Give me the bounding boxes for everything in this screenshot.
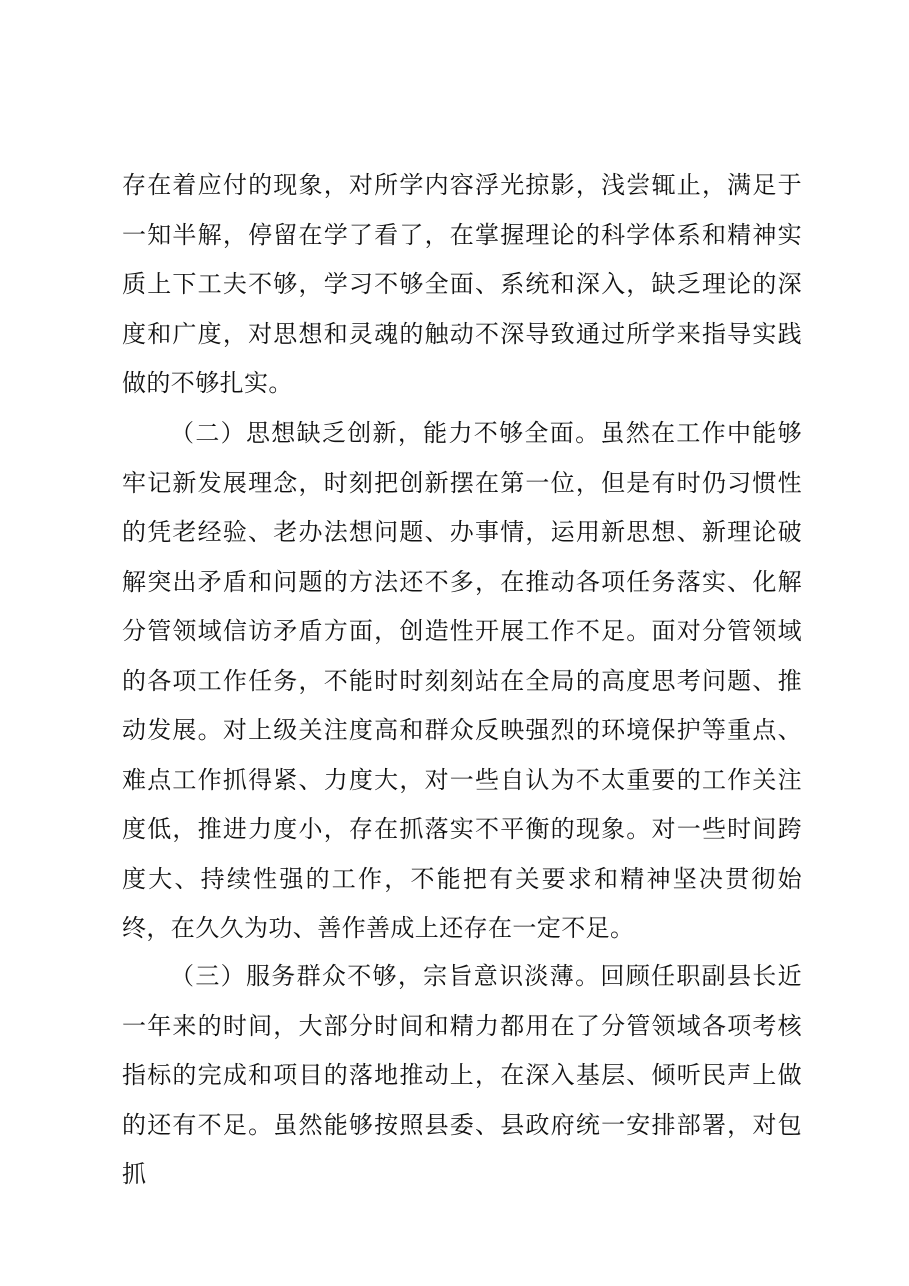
paragraph-section-three: （三）服务群众不够，宗旨意识淡薄。回顾任职副县长近一年来的时间，大部分时间和精力都用在了分管领域各项考核指标的完成和项目的落地推动上，在深入基层、倾听民声上做的还有不足。虽然能够按照县委、县政府统一安排部署，对包抓 bbox=[122, 962, 802, 1188]
paragraph-section-two: （二）思想缺乏创新，能力不够全面。虽然在工作中能够牢记新发展理念，时刻把创新摆在第一位，但是有时仍习惯性的凭老经验、老办法想问题、办事情，运用新思想、新理论破解突出矛盾和问题的方法还不多，在推动各项任务落实、化解分管领域信访矛盾方面，创造性开展工作不足。面对分管领域的各项工作任务，不能时时刻刻站在全局的高度思考问题、推动发展。对上级关注度高和群众反映强烈的环境保护等重点、难点工作抓得紧、力度大，对一些自认为不太重要的工作关注度低，推进力度小，存在抓落实不平衡的现象。对一些时间跨度大、持续性强的工作，不能把有关要求和精神坚决贯彻始终，在久久为功、善作善成上还存在一定不足。 bbox=[122, 419, 802, 942]
paragraph-continuation: 存在着应付的现象，对所学内容浮光掠影，浅尝辄止，满足于一知半解，停留在学了看了，在掌握理论的科学体系和精神实质上下工夫不够，学习不够全面、系统和深入，缺乏理论的深度和广度，对思想和灵魂的触动不深导致通过所学来指导实践做的不够扎实。 bbox=[122, 171, 802, 397]
